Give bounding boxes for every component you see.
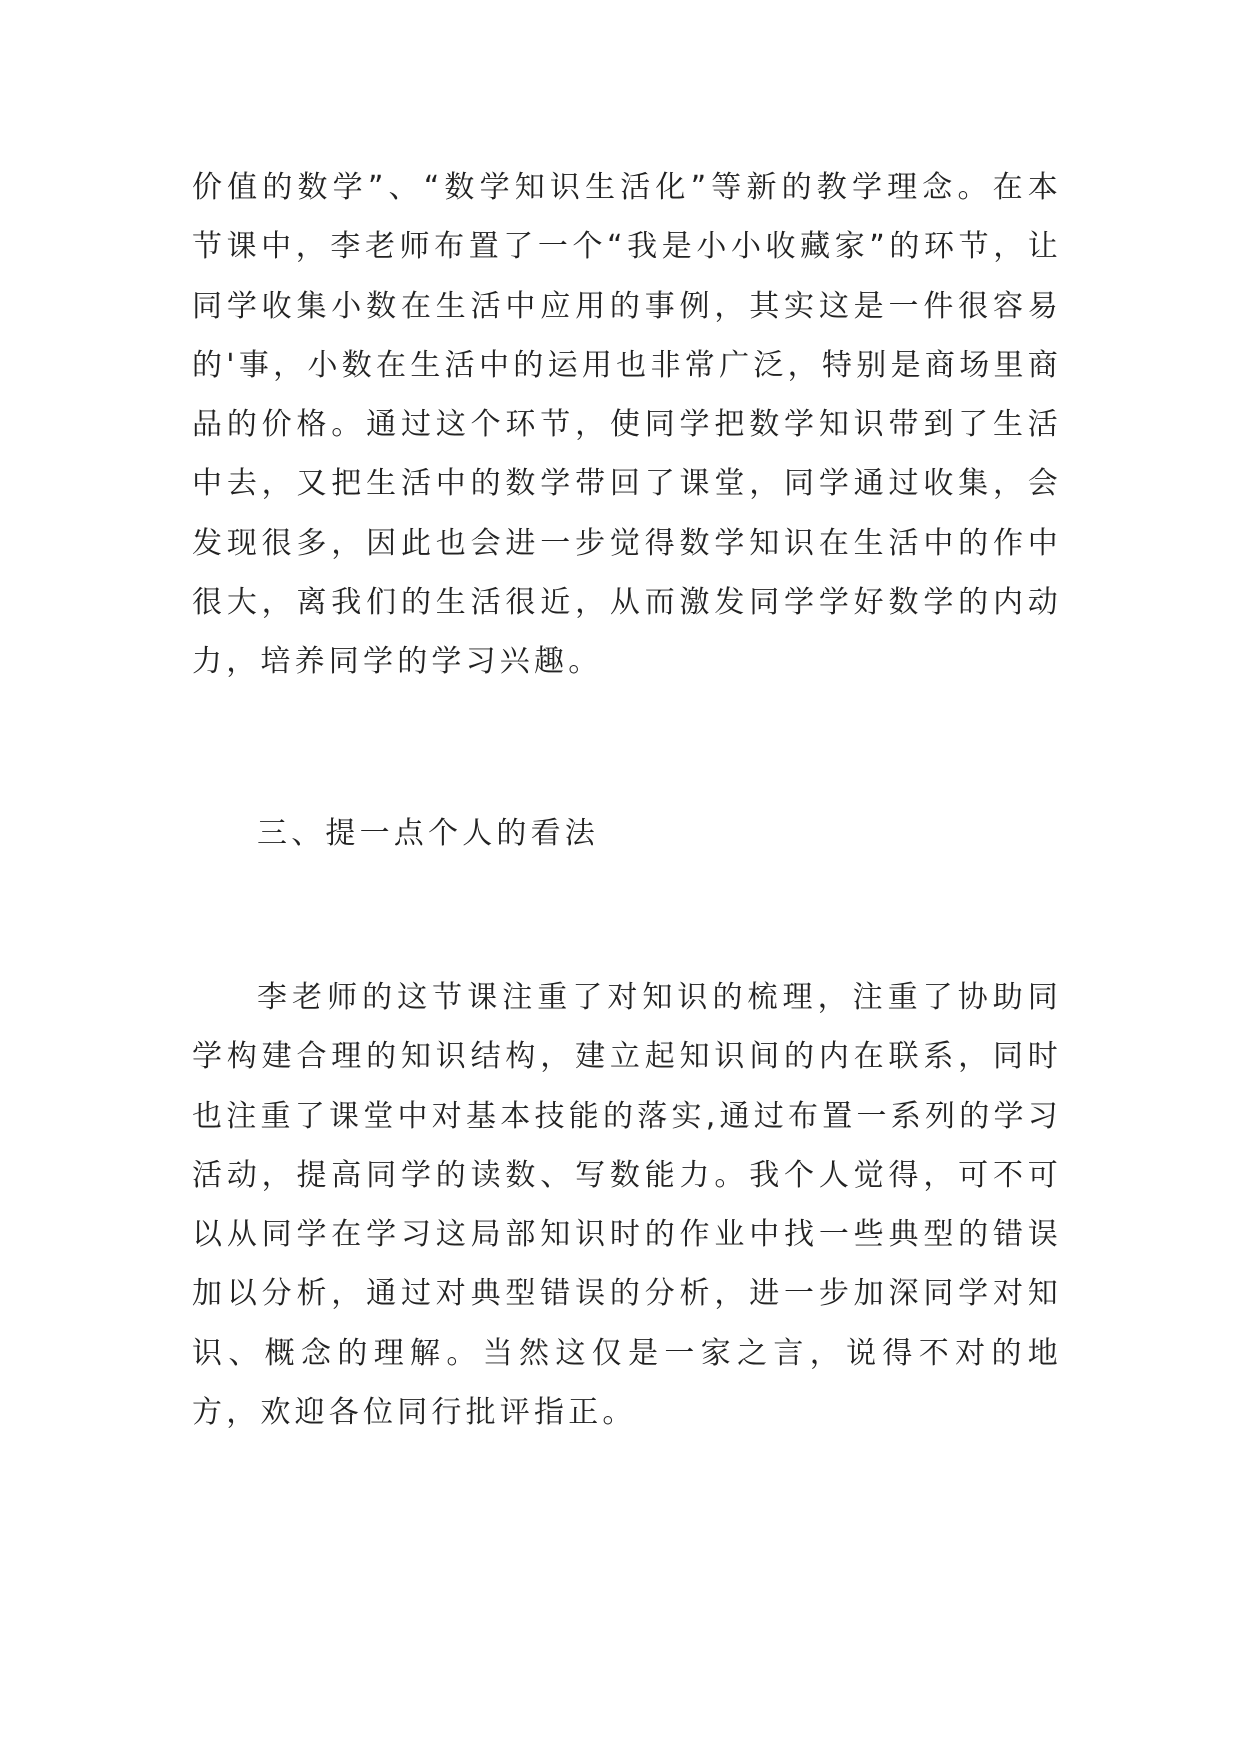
paragraph-continuation: 价值的数学”、“数学知识生活化”等新的教学理念。在本节课中，李老师布置了一个“我是小小收藏家”的环节，让同学收集小数在生活中应用的事例，其实这是一件很容易的'事，小数在生活中的运用也非常广泛，特别是商场里商品的价格。通过这个环节，使同学把数学知识带到了生活中去，又把生活中的数学带回了课堂，同学通过收集，会发现很多，因此也会进一步觉得数学知识在生活中的作中很大，离我们的生活很近，从而激发同学学好数学的内动力，培养同学的学习兴趣。 [192, 170, 1062, 680]
section-heading: 三、提一点个人的看法 [257, 816, 599, 851]
paragraph-opinion: 李老师的这节课注重了对知识的梳理，注重了协助同学构建合理的知识结构，建立起知识间的内在联系，同时也注重了课堂中对基本技能的落实,通过布置一系列的学习活动，提高同学的读数、写数能力。我个人觉得，可不可以从同学在学习这局部知识时的作业中找一些典型的错误加以分析，通过对典型错误的分析，进一步加深同学对知识、概念的理解。当然这仅是一家之言，说得不对的地方，欢迎各位同行批评指正。 [192, 980, 1062, 1431]
